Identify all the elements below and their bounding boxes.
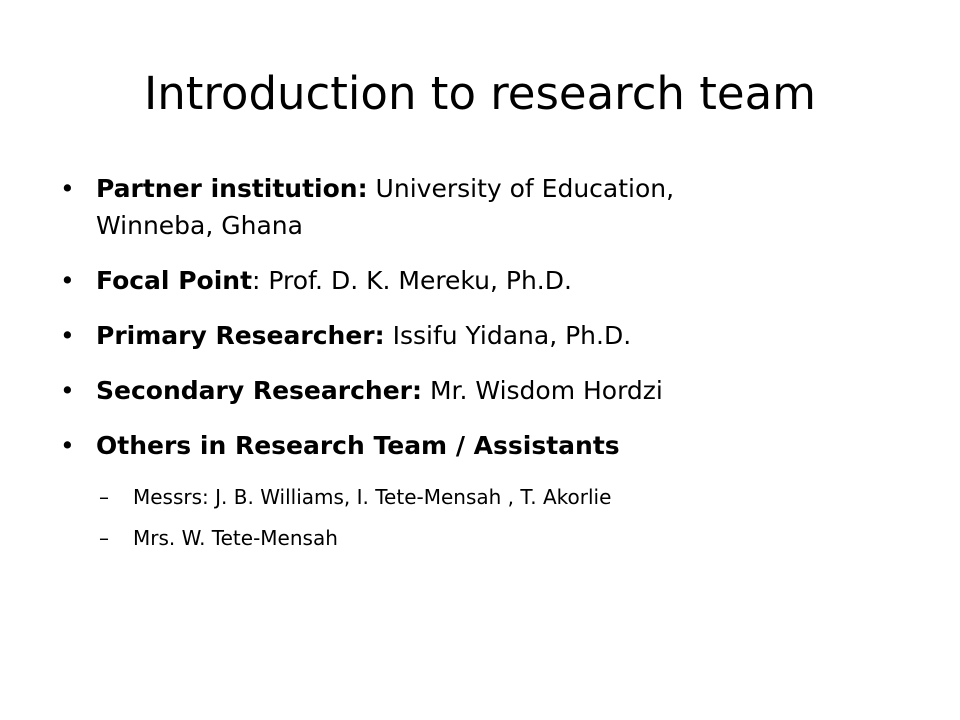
sub-item-text: Messrs: J. B. Williams, I. Tete-Mensah , T. Akorlie [133, 485, 612, 509]
item-value: University of Education, [367, 174, 675, 203]
sub-list-item-messrs [64, 482, 920, 512]
item-value: Issifu Yidana, Ph.D. [384, 321, 632, 350]
bullet-icon: • [60, 376, 75, 405]
dash-icon: – [99, 485, 109, 509]
item-label: Focal Point [96, 266, 253, 295]
item-label: Partner institution: [96, 174, 368, 203]
dash-icon: – [99, 526, 109, 550]
list-item-partner-institution [60, 170, 920, 244]
bullet-icon: • [60, 266, 75, 295]
list-item-others [60, 427, 920, 464]
bullet-icon: • [60, 321, 75, 350]
list-item-secondary-researcher [60, 372, 920, 409]
item-label: Primary Researcher: [96, 321, 385, 350]
list-item-primary-researcher [60, 317, 920, 354]
bullet-icon: • [60, 431, 75, 460]
bullet-list [60, 170, 920, 564]
list-item-focal-point [60, 262, 920, 299]
slide-title: Introduction to research team [143, 67, 816, 120]
item-label: Others in Research Team / Assistants [96, 431, 620, 460]
item-label: Secondary Researcher: [96, 376, 422, 405]
sub-list-item-mrs [64, 523, 920, 553]
sub-item-text: Mrs. W. Tete-Mensah [133, 526, 338, 550]
bullet-icon: • [60, 174, 75, 203]
item-value-continued: Winneba, Ghana [96, 211, 303, 240]
item-value: : Prof. D. K. Mereku, Ph.D. [252, 266, 572, 295]
item-value: Mr. Wisdom Hordzi [422, 376, 663, 405]
